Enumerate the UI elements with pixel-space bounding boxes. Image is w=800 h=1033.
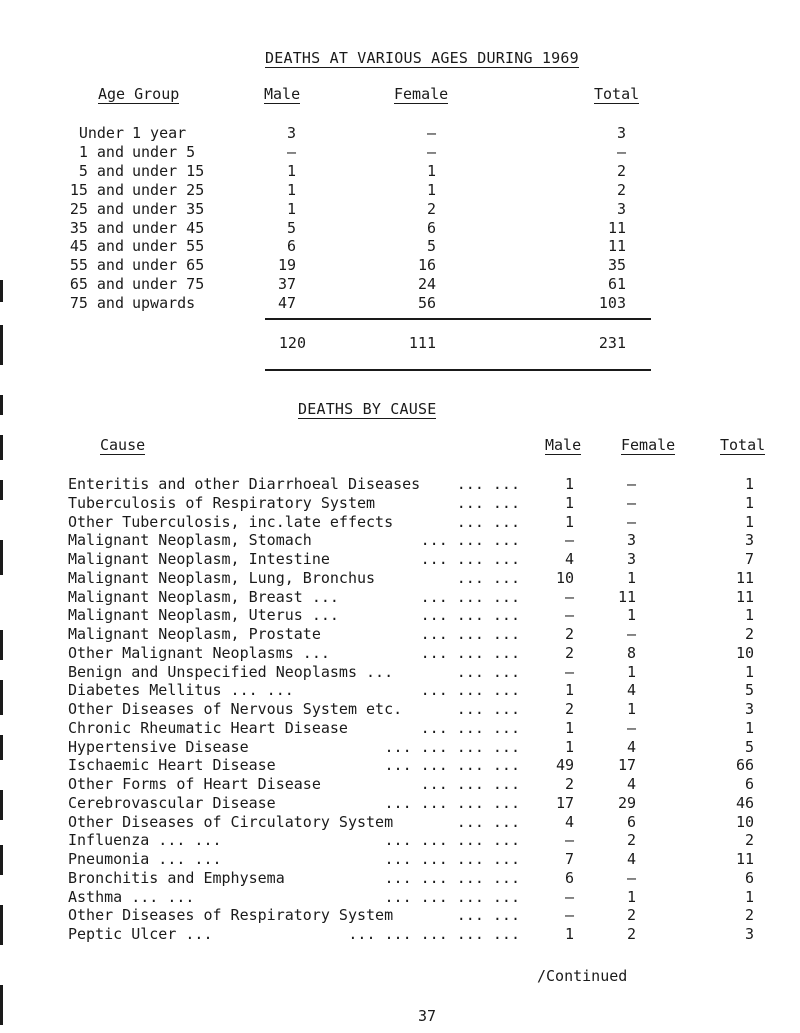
cause-label: Other Diseases of Circulatory System bbox=[68, 812, 394, 831]
cause-total-value: 11 bbox=[735, 850, 754, 868]
cause-female-value: 11 bbox=[617, 587, 636, 606]
cause-total-value: 7 bbox=[744, 550, 754, 568]
cause-male-value: 4 bbox=[564, 550, 574, 568]
male-value: 6 bbox=[286, 237, 296, 256]
cause-leader-dots: ... ... ... ... bbox=[384, 868, 520, 887]
male-value: 1 bbox=[286, 161, 296, 180]
cause-leader-dots: ... ... bbox=[456, 493, 520, 512]
cause-leader-dots: ... ... ... bbox=[420, 587, 520, 606]
female-value: 2 bbox=[426, 199, 436, 218]
total-value: – bbox=[616, 142, 626, 161]
binding-edge bbox=[0, 325, 3, 365]
binding-edge bbox=[0, 680, 3, 715]
age-from: 25 and bbox=[69, 199, 124, 218]
cause-male-value: 4 bbox=[564, 812, 574, 831]
cause-label: Other Forms of Heart Disease bbox=[68, 775, 321, 793]
cause-male-value: – bbox=[564, 587, 574, 606]
cause-leader-dots: ... ... bbox=[456, 906, 520, 925]
age-to: upwards bbox=[132, 294, 196, 313]
cause-total-value: 1 bbox=[744, 475, 754, 493]
cause-male-value: 6 bbox=[564, 868, 574, 887]
female-value: 56 bbox=[417, 294, 436, 313]
cause-leader-dots: ... ... ... ... bbox=[384, 793, 520, 812]
cause-female-value: 2 bbox=[626, 906, 636, 925]
cause-female-value: 3 bbox=[626, 550, 636, 568]
age-from: 65 and bbox=[69, 275, 124, 294]
total-value: 11 bbox=[607, 218, 626, 237]
male-value: 37 bbox=[277, 275, 296, 294]
binding-edge bbox=[0, 735, 3, 760]
cause-female-value: 1 bbox=[626, 606, 636, 625]
cause-male-value: – bbox=[564, 887, 574, 906]
female-value: – bbox=[426, 142, 436, 161]
age-from: 55 and bbox=[69, 256, 124, 275]
cause-male-value: – bbox=[564, 662, 574, 681]
cause-female-value: 4 bbox=[626, 850, 636, 868]
female-value: 5 bbox=[426, 237, 436, 256]
cause-label: Malignant Neoplasm, Prostate bbox=[68, 625, 321, 643]
cause-leader-dots: ... ... ... ... ... bbox=[348, 925, 520, 943]
cause-leader-dots: ... ... ... bbox=[420, 681, 520, 700]
male-value: 47 bbox=[277, 294, 296, 313]
female-header: Female bbox=[394, 85, 449, 103]
age-to: under 25 bbox=[132, 180, 205, 199]
age-from: 5 and bbox=[78, 161, 124, 180]
cause-leader-dots: ... ... bbox=[456, 475, 520, 493]
male-value: 19 bbox=[277, 256, 296, 275]
cause-leader-dots: ... ... bbox=[456, 512, 520, 531]
cause-male-value: 1 bbox=[564, 681, 574, 700]
cause-label: Asthma ... ... bbox=[68, 887, 195, 906]
grand-total: 231 bbox=[598, 334, 626, 352]
age-to: 1 year bbox=[132, 124, 187, 142]
binding-edge bbox=[0, 630, 3, 660]
cause-female-value: 1 bbox=[626, 662, 636, 681]
cause-male-value: 2 bbox=[564, 625, 574, 643]
cause-leader-dots: ... ... ... bbox=[420, 625, 520, 643]
cause-total-value: 1 bbox=[744, 493, 754, 512]
total-value: 11 bbox=[607, 237, 626, 256]
cause-female-header: Female bbox=[621, 436, 676, 454]
cause-leader-dots: ... ... ... bbox=[420, 606, 520, 625]
cause-leader-dots: ... ... ... ... bbox=[384, 850, 520, 868]
cause-label: Benign and Unspecified Neoplasms ... bbox=[68, 662, 394, 681]
female-total: 111 bbox=[408, 334, 436, 352]
cause-label: Pneumonia ... ... bbox=[68, 850, 222, 868]
total-value: 61 bbox=[607, 275, 626, 294]
cause-total-value: 2 bbox=[744, 906, 754, 925]
cause-male-value: – bbox=[564, 531, 574, 550]
cause-female-value: 29 bbox=[617, 793, 636, 812]
cause-male-value: 2 bbox=[564, 775, 574, 793]
cause-total-value: 3 bbox=[744, 531, 754, 550]
cause-leader-dots: ... ... ... bbox=[420, 550, 520, 568]
cause-label: Malignant Neoplasm, Lung, Bronchus bbox=[68, 568, 376, 587]
cause-female-value: 1 bbox=[626, 887, 636, 906]
cause-label: Malignant Neoplasm, Breast ... bbox=[68, 587, 339, 606]
cause-total-value: 1 bbox=[744, 887, 754, 906]
cause-female-value: 3 bbox=[626, 531, 636, 550]
male-value: 3 bbox=[286, 124, 296, 142]
binding-edge bbox=[0, 435, 3, 460]
age-group-header: Age Group bbox=[98, 85, 180, 103]
cause-table-title: DEATHS BY CAUSE bbox=[298, 400, 437, 418]
cause-female-value: 6 bbox=[626, 812, 636, 831]
cause-header: Cause bbox=[100, 436, 146, 454]
cause-total-value: 11 bbox=[735, 568, 754, 587]
binding-edge bbox=[0, 905, 3, 945]
cause-male-value: 1 bbox=[564, 493, 574, 512]
cause-label: Peptic Ulcer ... bbox=[68, 925, 213, 943]
cause-total-value: 46 bbox=[735, 793, 754, 812]
cause-label: Malignant Neoplasm, Uterus ... bbox=[68, 606, 339, 625]
cause-label: Hypertensive Disease bbox=[68, 737, 249, 756]
cause-label: Diabetes Mellitus ... ... bbox=[68, 681, 294, 700]
cause-male-value: 49 bbox=[555, 756, 574, 775]
cause-male-value: 1 bbox=[564, 512, 574, 531]
cause-female-value: – bbox=[626, 512, 636, 531]
age-to: under 55 bbox=[132, 237, 205, 256]
cause-leader-dots: ... ... ... bbox=[420, 718, 520, 737]
binding-edge bbox=[0, 280, 3, 302]
total-header: Total bbox=[594, 85, 640, 103]
cause-leader-dots: ... ... bbox=[456, 568, 520, 587]
cause-total-header: Total bbox=[720, 436, 766, 454]
cause-total-value: 6 bbox=[744, 868, 754, 887]
cause-male-value: 2 bbox=[564, 643, 574, 662]
cause-male-value: 17 bbox=[555, 793, 574, 812]
cause-total-value: 1 bbox=[744, 512, 754, 531]
cause-male-value: 1 bbox=[564, 475, 574, 493]
female-value: 1 bbox=[426, 180, 436, 199]
age-to: under 35 bbox=[132, 199, 205, 218]
cause-label: Other Malignant Neoplasms ... bbox=[68, 643, 330, 662]
cause-male-header: Male bbox=[545, 436, 582, 454]
cause-total-value: 11 bbox=[735, 587, 754, 606]
cause-leader-dots: ... ... bbox=[456, 700, 520, 718]
cause-label: Other Diseases of Nervous System etc. bbox=[68, 700, 403, 718]
cause-total-value: 10 bbox=[735, 643, 754, 662]
cause-total-value: 6 bbox=[744, 775, 754, 793]
cause-label: Malignant Neoplasm, Stomach bbox=[68, 531, 312, 550]
totals-bottom-rule bbox=[265, 369, 651, 371]
cause-label: Chronic Rheumatic Heart Disease bbox=[68, 718, 348, 737]
continued-note: /Continued bbox=[537, 967, 628, 985]
cause-female-value: – bbox=[626, 718, 636, 737]
male-header: Male bbox=[264, 85, 301, 103]
cause-label: Bronchitis and Emphysema bbox=[68, 868, 285, 887]
cause-female-value: 2 bbox=[626, 925, 636, 943]
binding-edge bbox=[0, 540, 3, 575]
total-value: 103 bbox=[598, 294, 626, 313]
cause-male-value: 10 bbox=[555, 568, 574, 587]
cause-female-value: 17 bbox=[617, 756, 636, 775]
age-from: 15 and bbox=[69, 180, 124, 199]
cause-total-value: 1 bbox=[744, 662, 754, 681]
female-value: – bbox=[426, 124, 436, 142]
age-from: 35 and bbox=[69, 218, 124, 237]
cause-total-value: 5 bbox=[744, 681, 754, 700]
cause-female-value: 8 bbox=[626, 643, 636, 662]
cause-male-value: 1 bbox=[564, 925, 574, 943]
cause-total-value: 10 bbox=[735, 812, 754, 831]
cause-female-value: 2 bbox=[626, 831, 636, 850]
female-value: 16 bbox=[417, 256, 436, 275]
age-to: under 75 bbox=[132, 275, 205, 294]
cause-leader-dots: ... ... ... ... bbox=[384, 831, 520, 850]
cause-total-value: 1 bbox=[744, 606, 754, 625]
binding-edge bbox=[0, 395, 3, 415]
age-from: 75 and bbox=[69, 294, 124, 313]
cause-label: Enteritis and other Diarrhoeal Diseases bbox=[68, 475, 421, 493]
total-value: 2 bbox=[616, 180, 626, 199]
cause-female-value: – bbox=[626, 493, 636, 512]
age-to: under 45 bbox=[132, 218, 205, 237]
totals-top-rule bbox=[265, 318, 651, 320]
cause-leader-dots: ... ... ... bbox=[420, 643, 520, 662]
age-to: under 5 bbox=[132, 142, 196, 161]
cause-female-value: – bbox=[626, 868, 636, 887]
cause-label: Other Diseases of Respiratory System bbox=[68, 906, 394, 925]
total-value: 3 bbox=[616, 199, 626, 218]
cause-male-value: – bbox=[564, 831, 574, 850]
binding-edge bbox=[0, 790, 3, 820]
total-value: 3 bbox=[616, 124, 626, 142]
cause-female-value: – bbox=[626, 625, 636, 643]
cause-total-value: 3 bbox=[744, 925, 754, 943]
cause-label: Other Tuberculosis, inc.late effects bbox=[68, 512, 394, 531]
cause-total-value: 1 bbox=[744, 718, 754, 737]
age-from: 45 and bbox=[69, 237, 124, 256]
age-to: under 65 bbox=[132, 256, 205, 275]
cause-leader-dots: ... ... bbox=[456, 812, 520, 831]
cause-total-value: 2 bbox=[744, 831, 754, 850]
binding-edge bbox=[0, 845, 3, 875]
cause-male-value: – bbox=[564, 906, 574, 925]
male-total: 120 bbox=[278, 334, 306, 352]
male-value: 5 bbox=[286, 218, 296, 237]
cause-male-value: 7 bbox=[564, 850, 574, 868]
female-value: 6 bbox=[426, 218, 436, 237]
cause-total-value: 3 bbox=[744, 700, 754, 718]
age-from: 1 and bbox=[78, 142, 124, 161]
cause-label: Cerebrovascular Disease bbox=[68, 793, 276, 812]
cause-total-value: 5 bbox=[744, 737, 754, 756]
cause-label: Malignant Neoplasm, Intestine bbox=[68, 550, 330, 568]
ages-table-title: DEATHS AT VARIOUS AGES DURING 1969 bbox=[265, 49, 579, 67]
cause-female-value: 4 bbox=[626, 775, 636, 793]
binding-edge bbox=[0, 985, 3, 1025]
total-value: 35 bbox=[607, 256, 626, 275]
female-value: 24 bbox=[417, 275, 436, 294]
cause-leader-dots: ... ... ... ... bbox=[384, 756, 520, 775]
cause-female-value: 4 bbox=[626, 681, 636, 700]
cause-leader-dots: ... ... ... ... bbox=[384, 887, 520, 906]
female-value: 1 bbox=[426, 161, 436, 180]
cause-leader-dots: ... ... ... ... bbox=[384, 737, 520, 756]
cause-total-value: 66 bbox=[735, 756, 754, 775]
age-from: Under bbox=[78, 124, 124, 142]
cause-male-value: 1 bbox=[564, 718, 574, 737]
cause-leader-dots: ... ... bbox=[456, 662, 520, 681]
male-value: 1 bbox=[286, 180, 296, 199]
cause-total-value: 2 bbox=[744, 625, 754, 643]
cause-female-value: 4 bbox=[626, 737, 636, 756]
binding-edge bbox=[0, 480, 3, 500]
total-value: 2 bbox=[616, 161, 626, 180]
cause-male-value: – bbox=[564, 606, 574, 625]
cause-leader-dots: ... ... ... bbox=[420, 531, 520, 550]
male-value: 1 bbox=[286, 199, 296, 218]
page-number: 37 bbox=[418, 1007, 437, 1025]
age-to: under 15 bbox=[132, 161, 205, 180]
cause-label: Tuberculosis of Respiratory System bbox=[68, 493, 376, 512]
male-value: – bbox=[286, 142, 296, 161]
cause-male-value: 2 bbox=[564, 700, 574, 718]
cause-female-value: 1 bbox=[626, 568, 636, 587]
cause-label: Influenza ... ... bbox=[68, 831, 222, 850]
cause-female-value: 1 bbox=[626, 700, 636, 718]
cause-female-value: – bbox=[626, 475, 636, 493]
cause-leader-dots: ... ... ... bbox=[420, 775, 520, 793]
cause-label: Ischaemic Heart Disease bbox=[68, 756, 276, 775]
cause-male-value: 1 bbox=[564, 737, 574, 756]
